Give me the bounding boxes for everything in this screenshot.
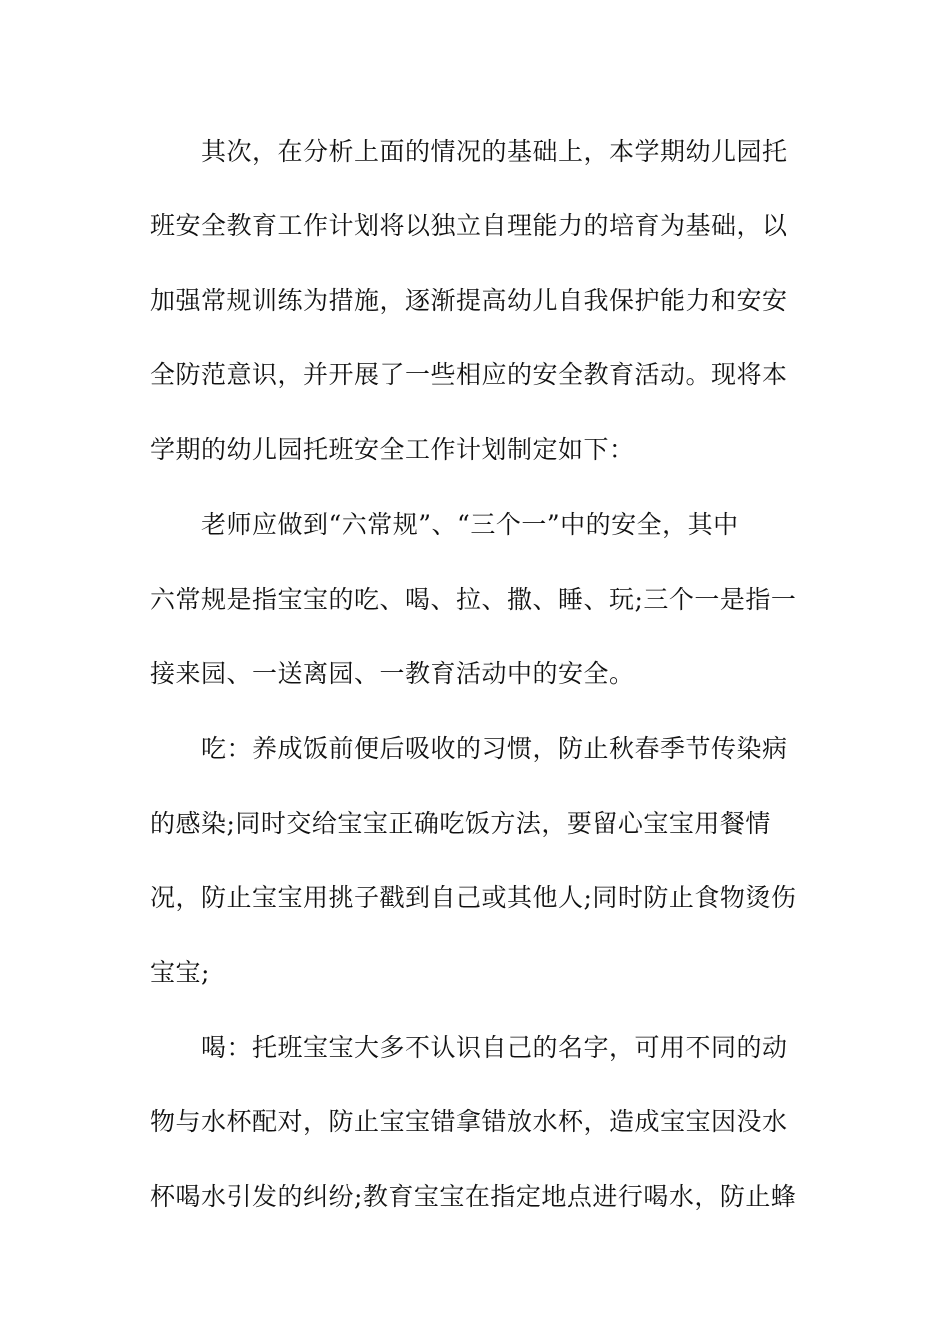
paragraph-1-line-5: 学期的幼儿园托班安全工作计划制定如下：: [150, 435, 635, 464]
paragraph-1-line-2: 班安全教育工作计划将以独立自理能力的培育为基础，以: [150, 211, 788, 240]
paragraph-3-line-1: 吃：养成饭前便后吸收的习惯，防止秋春季节传染病: [201, 734, 788, 763]
paragraph-2-line-1: 老师应做到“六常规”、“三个一”中的安全，其中: [201, 510, 739, 539]
paragraph-3-line-3: 况，防止宝宝用挑子戳到自己或其他人;同时防止食物烫伤: [150, 883, 797, 912]
paragraph-4-line-2: 物与水杯配对，防止宝宝错拿错放水杯，造成宝宝因没水: [150, 1107, 788, 1136]
paragraph-2-line-2: 六常规是指宝宝的吃、喝、拉、撒、睡、玩;三个一是指一: [150, 585, 797, 614]
paragraph-1-line-3: 加强常规训练为措施，逐渐提高幼儿自我保护能力和安安: [150, 286, 788, 315]
paragraph-1-line-1: 其次，在分析上面的情况的基础上，本学期幼儿园托: [201, 137, 788, 166]
paragraph-2-line-3: 接来园、一送离园、一教育活动中的安全。: [150, 659, 635, 688]
paragraph-3-line-2: 的感染;同时交给宝宝正确吃饭方法，要留心宝宝用餐情: [150, 809, 771, 838]
paragraph-4-line-1: 喝：托班宝宝大多不认识自己的名字，可用不同的动: [201, 1033, 788, 1062]
paragraph-3-line-4: 宝宝;: [150, 958, 210, 987]
paragraph-1-line-4: 全防范意识，并开展了一些相应的安全教育活动。现将本: [150, 360, 788, 389]
paragraph-4-line-3: 杯喝水引发的纠纷;教育宝宝在指定地点进行喝水，防止蜂: [150, 1182, 797, 1211]
